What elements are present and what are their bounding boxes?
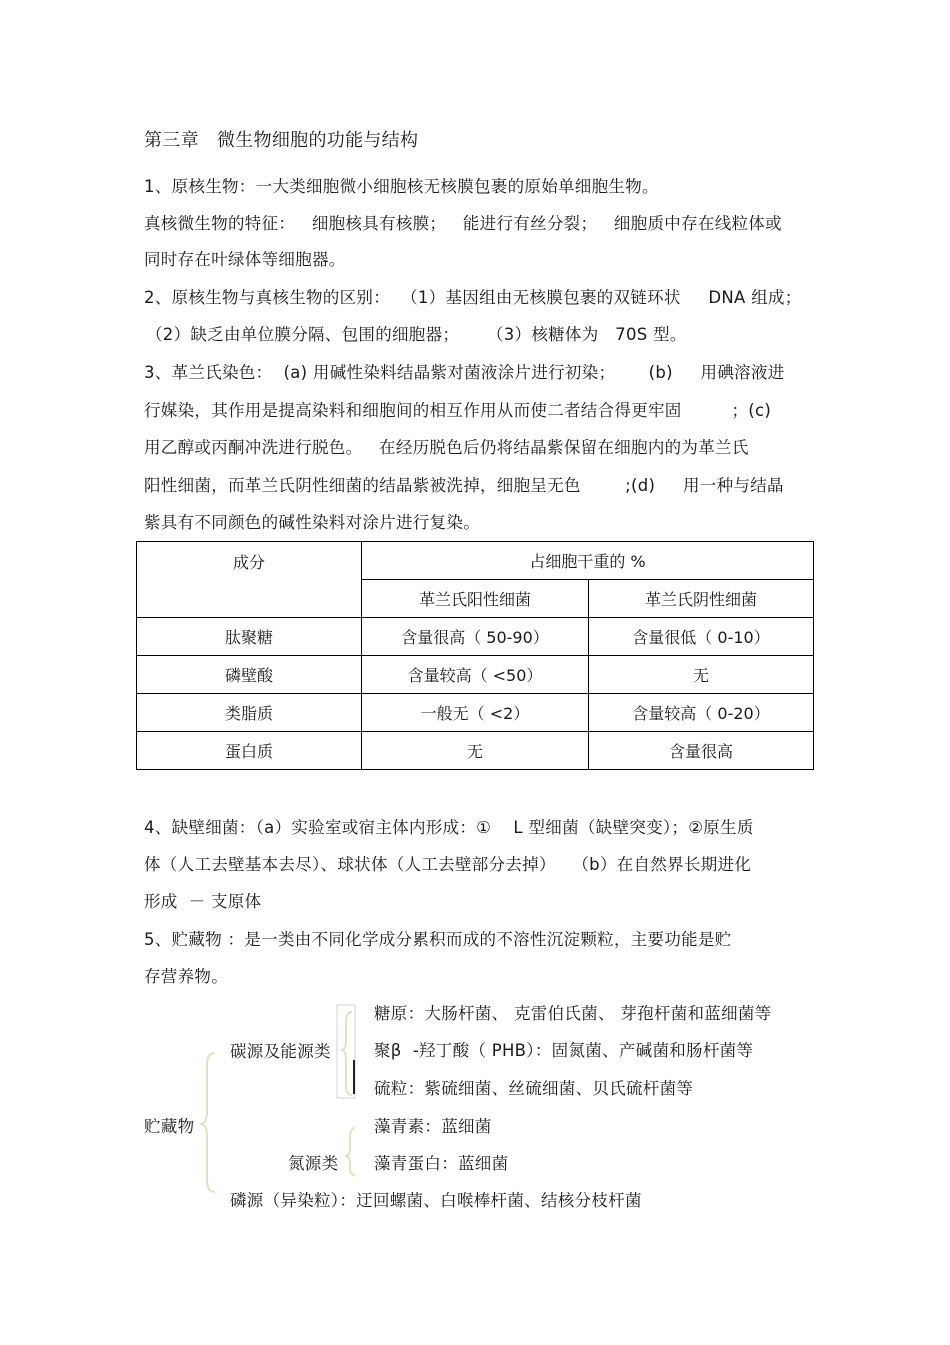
paragraph-5-line-1: 4、缺壁细菌：（a）实验室或宿主体内形成：① L 型细菌（缺壁突变）；②原生质	[144, 818, 754, 837]
storage-root-label: 贮藏物	[144, 1117, 195, 1136]
header-percent: 占细胞干重的 %	[362, 542, 814, 580]
paragraph-4-line-5: 紫具有不同颜色的碱性染料对涂片进行复染。	[144, 513, 480, 532]
cell-component: 肽聚糖	[137, 618, 362, 656]
carbon-item-phb: 聚β -羟丁酸（ PHB）：固氮菌、产碱菌和肠杆菌等	[374, 1041, 754, 1060]
paragraph-6-line-1: 5、贮藏物 ：是一类由不同化学成分累积而成的不溶性沉淀颗粒，主要功能是贮	[144, 930, 732, 949]
paragraph-2-line-2: 同时存在叶绿体等细胞器。	[144, 250, 346, 269]
paragraph-5-line-2: 体（人工去壁基本去尽）、球状体（人工去壁部分去掉） （b）在自然界长期进化	[144, 855, 752, 874]
paragraph-4-line-3: 用乙醇或丙酮冲洗进行脱色。 在经历脱色后仍将结晶紫保留在细胞内的为革兰氏	[144, 438, 749, 457]
paragraph-1: 1、原核生物：一大类细胞微小细胞核无核膜包裹的原始单细胞生物。	[144, 177, 659, 196]
nitrogen-item-phycocyanin: 藻青蛋白：蓝细菌	[374, 1154, 509, 1173]
cell-component: 蛋白质	[137, 732, 362, 770]
cell-component: 磷壁酸	[137, 656, 362, 694]
paragraph-4-line-2: 行媒染，其作用是提高染料和细胞间的相互作用从而使二者结合得更牢固 ；(c)	[144, 401, 772, 420]
carbon-item-sulfur: 硫粒：紫硫细菌、丝硫细菌、贝氏硫杆菌等	[374, 1079, 694, 1098]
paragraph-3-line-1: 2、原核生物与真核生物的区别： （1）基因组由无核膜包裹的双链环状 DNA 组成；	[144, 288, 802, 307]
header-component: 成分	[137, 542, 362, 618]
cell-component: 类脂质	[137, 694, 362, 732]
paragraph-4-line-4: 阳性细菌，而革兰氏阴性细菌的结晶紫被洗掉，细胞呈无色 ;(d) 用一种与结晶	[144, 476, 784, 495]
paragraph-4-line-1: 3、革兰氏染色： (a) 用碱性染料结晶紫对菌液涂片进行初染； (b) 用碘溶液进	[144, 363, 785, 382]
paragraph-6-line-2: 存营养物。	[144, 967, 228, 986]
cell-positive: 一般无（ <2）	[362, 694, 589, 732]
nitrogen-brace	[345, 1128, 355, 1175]
carbon-item-glycogen: 糖原：大肠杆菌、 克雷伯氏菌、 芽孢杆菌和蓝细菌等	[374, 1004, 772, 1023]
nitrogen-item-cyanophycin: 藻青素：蓝细菌	[374, 1117, 492, 1136]
header-gram-negative: 革兰氏阴性细菌	[589, 580, 814, 618]
cell-positive: 无	[362, 732, 589, 770]
carbon-category-label: 碳源及能源类	[230, 1042, 331, 1061]
phosphorus-item: 磷源（异染粒）：迂回螺菌、白喉棒杆菌、结核分枝杆菌	[230, 1191, 642, 1210]
cell-negative: 无	[589, 656, 814, 694]
storage-root-brace	[200, 1053, 215, 1192]
paragraph-2-line-1: 真核微生物的特征： 细胞核具有核膜； 能进行有丝分裂； 细胞质中存在线粒体或	[144, 214, 782, 233]
carbon-brace	[341, 1012, 352, 1095]
paragraph-5-line-3: 形成 － 支原体	[144, 892, 262, 911]
paragraph-3-line-2: （2）缺乏由单位膜分隔、包围的细胞器； （3）核糖体为 70S 型。	[146, 325, 687, 344]
cell-negative: 含量很低（ 0-10）	[589, 618, 814, 656]
cell-negative: 含量很高	[589, 732, 814, 770]
header-gram-positive: 革兰氏阳性细菌	[362, 580, 589, 618]
cell-negative: 含量较高（ 0-20）	[589, 694, 814, 732]
cell-positive: 含量很高（ 50-90）	[362, 618, 589, 656]
cell-positive: 含量较高（ <50）	[362, 656, 589, 694]
nitrogen-category-label: 氮源类	[288, 1154, 339, 1173]
page-title: 第三章 微生物细胞的功能与结构	[144, 130, 419, 151]
